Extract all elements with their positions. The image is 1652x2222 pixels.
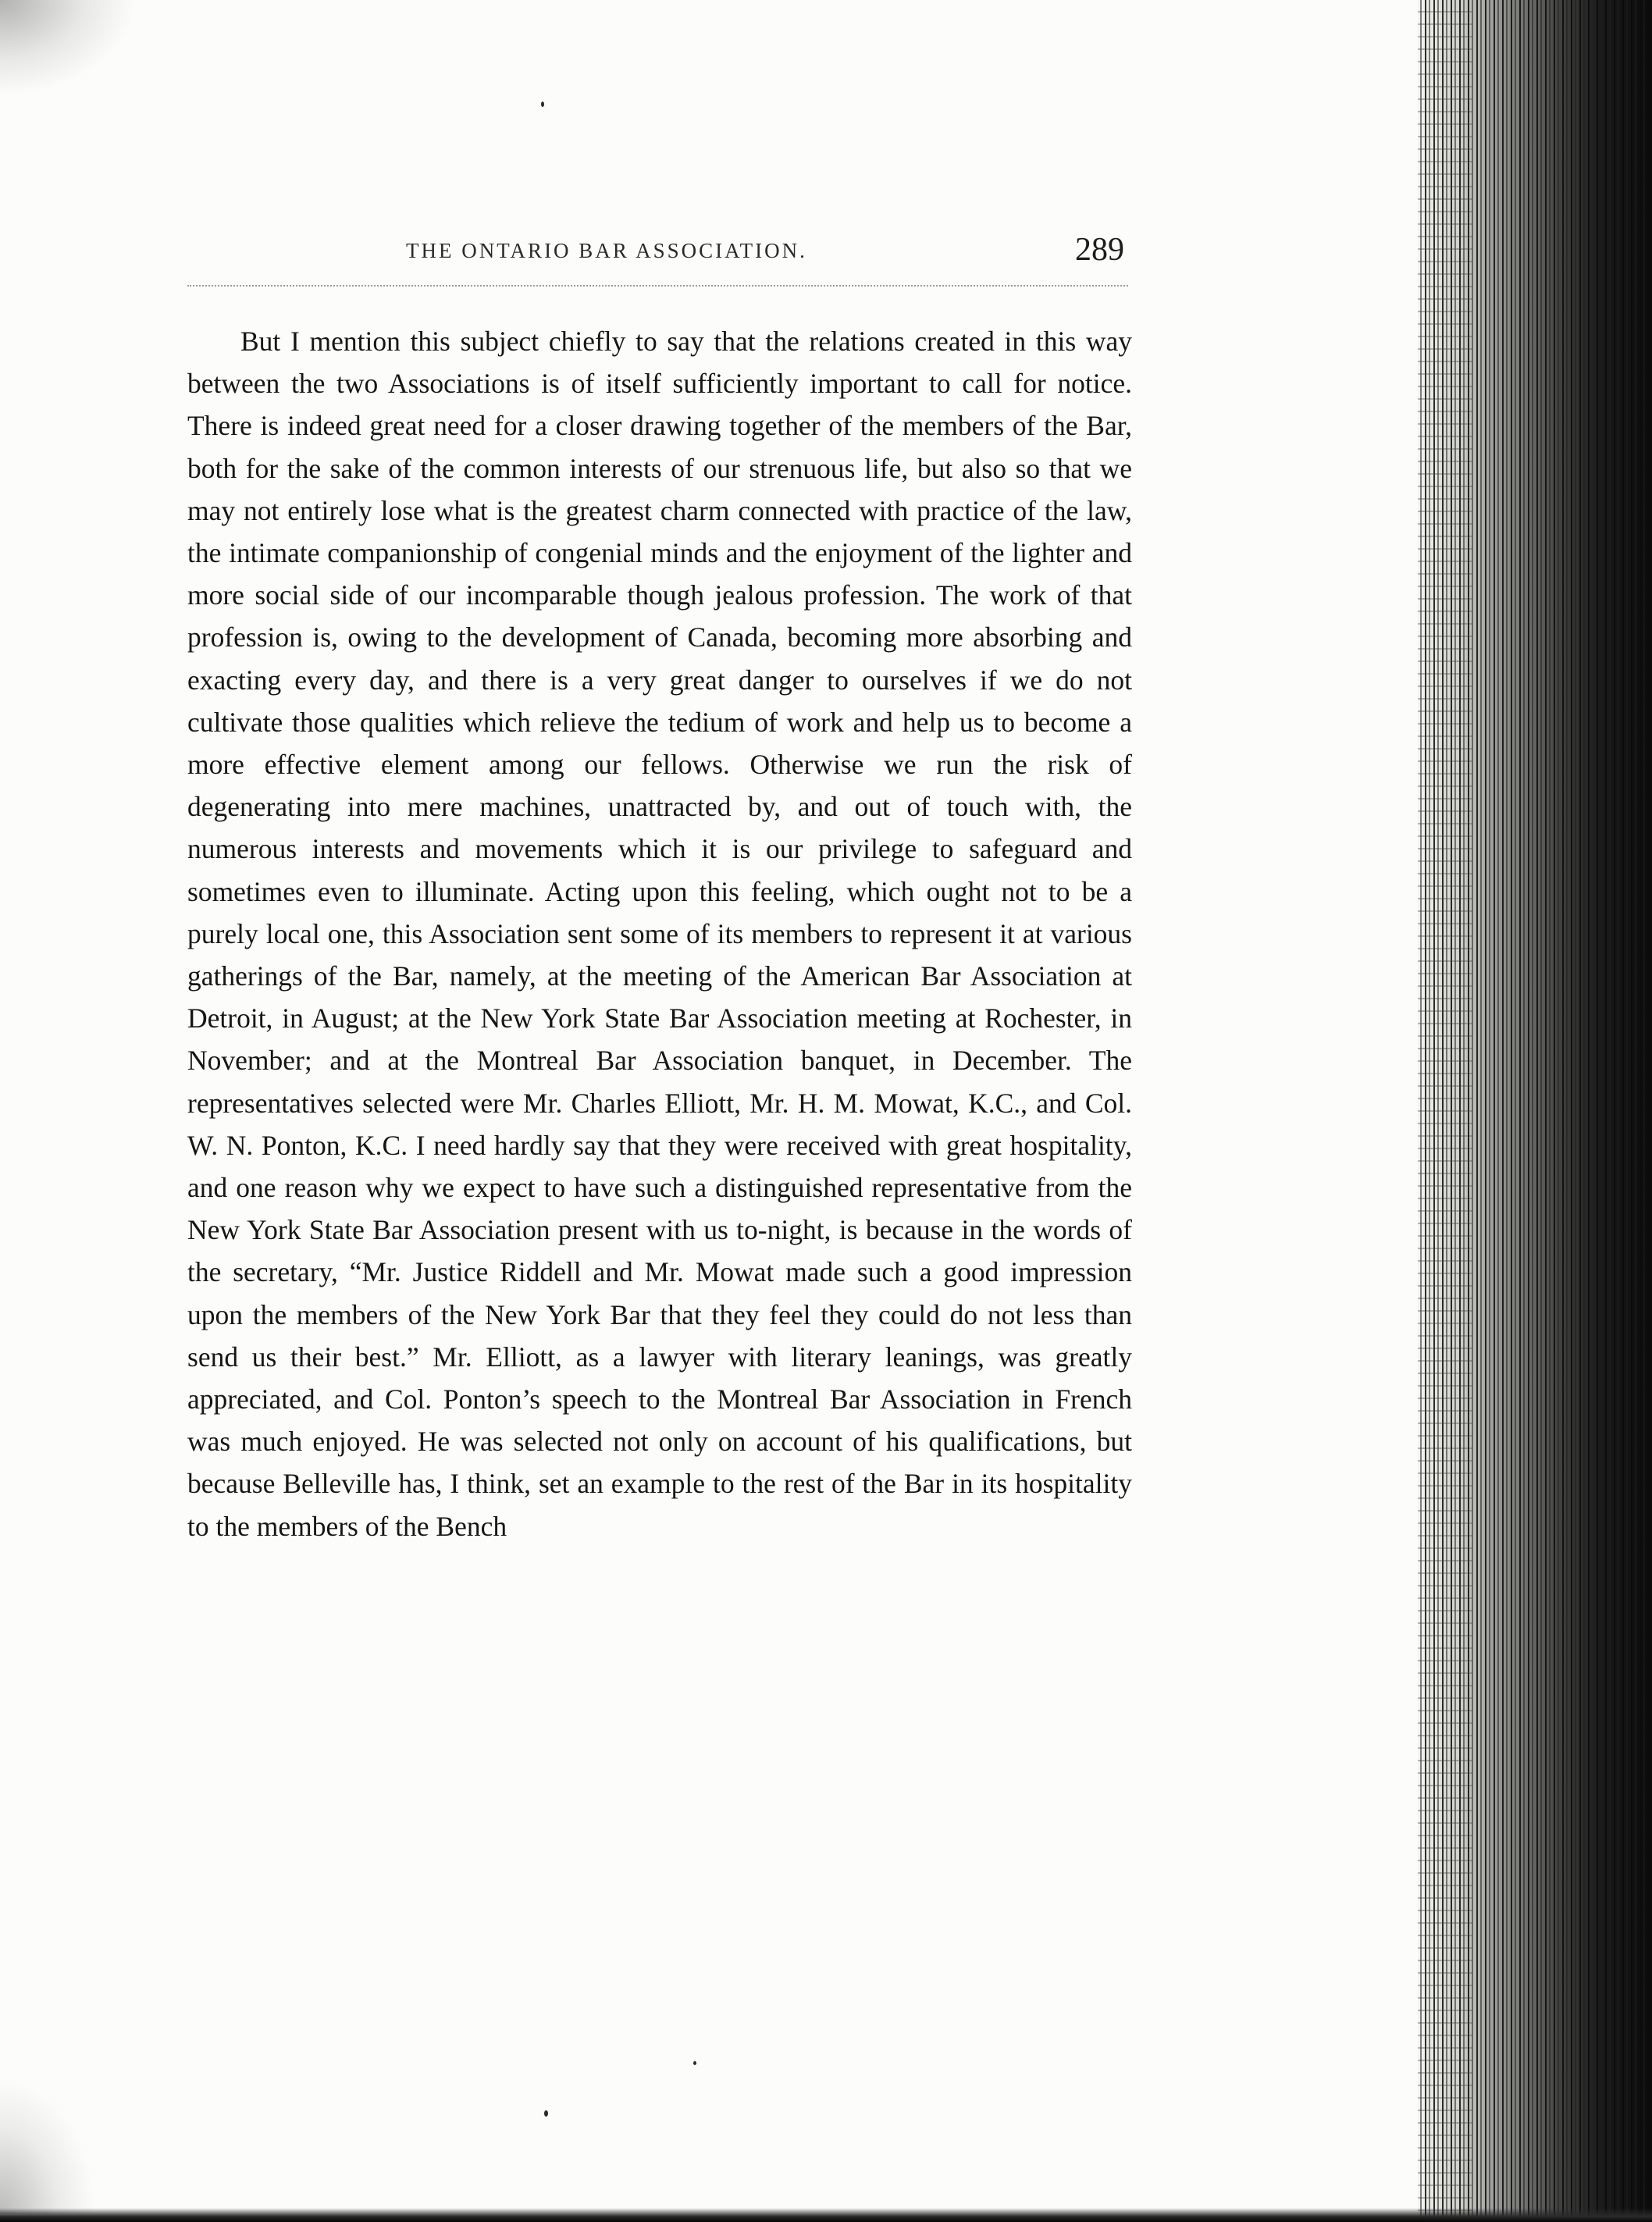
scan-speck [693, 2061, 696, 2065]
header-divider [187, 285, 1128, 287]
scan-corner-shadow [0, 0, 133, 94]
book-binding-edge [1418, 0, 1652, 2222]
body-paragraph: But I mention this subject chiefly to say that the relations created in this way between the two Associations is of itself sufficiently important to call for notice. There is indeed great need for a closer drawing together of the members of the Bar, both for the sake of the common interests of our strenuous life, but also so that we may not entirely lose what is the greatest charm connected with practice of the law, the intimate companionship of congenial minds and the enjoyment of the lighter and more social side of our incomparable though jealous profession. The work of that profession is, owing to the development of Canada, becoming more absorbing and exacting every day, and there is a very great danger to ourselves if we do not cultivate those qualities which relieve the tedium of work and help us to become a more effective element among our fellows. Otherwise we run the risk of degenerating into mere machines, unattracted by, and out of touch with, the numerous interests and movements which it is our privilege to safeguard and sometimes even to illuminate. Acting upon this feeling, which ought not to be a purely local one, this Association sent some of its members to represent it at various gatherings of the Bar, namely, at the meeting of the American Bar Association at Detroit, in August; at the New York State Bar Association meeting at Rochester, in November; and at the Montreal Bar Association banquet, in December. The representatives selected were Mr. Charles Elliott, Mr. H. M. Mowat, K.C., and Col. W. N. Ponton, K.C. I need hardly say that they were received with great hospitality, and one reason why we expect to have such a distinguished representative from the New York State Bar Association present with us to-night, is because in the words of the secretary, “Mr. Justice Riddell and Mr. Mowat made such a good impression upon the members of the New York Bar that they feel they could do not less than send us their best.” Mr. Elliott, as a lawyer with literary leanings, was greatly appreciated, and Col. Ponton’s speech to the Montreal Bar Association in French was much enjoyed. He was selected not only on account of his qualifications, but because Belleville has, I think, set an example to the rest of the Bar in its hospitality to the members of the Bench [187, 326, 1132, 1542]
scan-speck [541, 101, 544, 107]
page-number: 289 [1075, 232, 1124, 268]
scan-speck [544, 2110, 548, 2117]
running-head-title: THE ONTARIO BAR ASSOCIATION. [406, 239, 807, 262]
running-head [406, 231, 1124, 278]
scan-bottom-edge [0, 2208, 1652, 2222]
scan-corner-shadow-bottom [0, 2081, 94, 2214]
